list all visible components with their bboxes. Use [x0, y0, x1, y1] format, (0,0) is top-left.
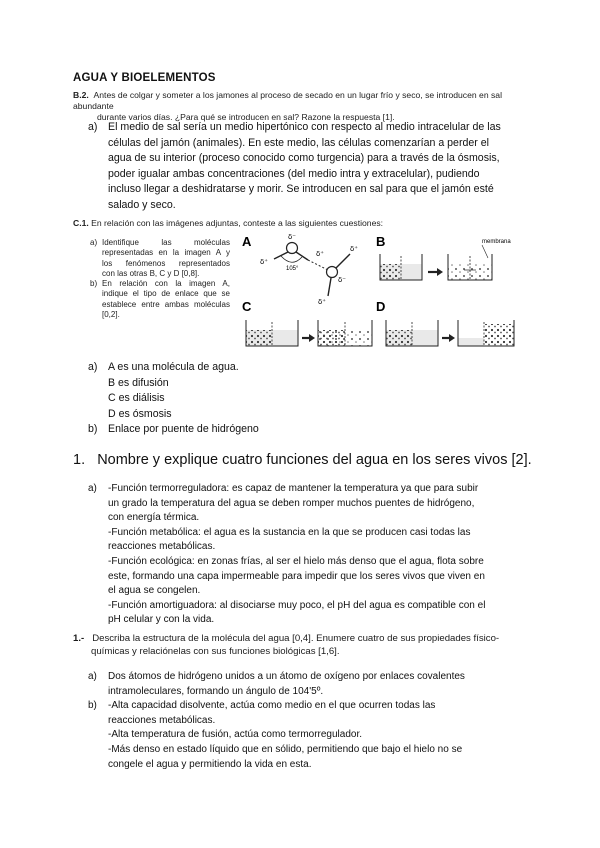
membrane-label: membrana	[482, 239, 511, 245]
charge-label: δ⁺	[260, 258, 268, 266]
answer-line: intramoleculares, formando un ángulo de 104'5º.	[108, 685, 324, 697]
answer-line: El medio de sal sería un medio hipertónico con respecto al medio intracelular de las	[108, 121, 501, 133]
arrow-icon	[449, 334, 455, 342]
answer-label: a)	[88, 121, 98, 133]
question-1	[73, 450, 543, 470]
beaker-c-before	[246, 320, 298, 346]
answer-line: pH celular y con la vida.	[108, 614, 215, 626]
membrane-pointer	[482, 245, 488, 258]
answer-line: -Función amortiguadora: al disociarse muy poco, el pH del agua es compatible con el	[108, 599, 486, 611]
question-text-line: Describa la estructura de la molécula del agua [0,4]. Enumere cuatro de sus propiedades físico-	[92, 633, 500, 644]
panel-d-label: D	[376, 299, 386, 314]
charge-label: δ⁻	[288, 233, 296, 241]
answer-line: reacciones metabólicas.	[108, 541, 216, 553]
charge-label: δ⁺	[318, 298, 326, 306]
question-number: 1.	[73, 452, 86, 468]
question-title: Nombre y explique cuatro funciones del agua en los seres vivos [2].	[97, 452, 532, 468]
question-2	[73, 632, 543, 659]
answer-line: el agua se congelen.	[108, 585, 201, 597]
answer-line: poder igualar ambas concentraciones (del medio intra y extracelular), pudiendo	[108, 167, 480, 180]
answer-line: Dos átomos de hidrógeno unidos a un átomo de oxígeno por enlaces covalentes	[108, 671, 465, 682]
page-heading: AGUA Y BIOELEMENTOS	[73, 72, 216, 84]
item-line: los fenómenos representados	[102, 258, 230, 268]
answer-line: un grado la temperatura del agua se deben romper muchos puentes de hidrógeno,	[108, 497, 475, 509]
answer-line: -Alta temperatura de fusión, actúa como termorregulador.	[108, 729, 363, 741]
question-text-line: Antes de colgar y someter a los jamones al proceso de secado en un lugar frío y seco, se introducen en sal abundante	[73, 90, 502, 111]
beaker-b-after	[448, 254, 492, 280]
question-number: C.1.	[73, 218, 89, 228]
answer-b2	[88, 120, 528, 213]
arrow-icon	[437, 268, 443, 276]
answer-label: b)	[88, 423, 98, 435]
item-line: establece entre ambas moléculas	[102, 299, 230, 309]
item-line: representadas en la imagen A y	[102, 248, 230, 258]
answer-line: células del jamón (animales). En este medio, las células comenzarían a perder el	[108, 136, 489, 149]
question-intro: En relación con las imágenes adjuntas, conteste a las siguientes cuestiones:	[91, 218, 384, 228]
item-label: a)	[90, 238, 98, 247]
question-text-line: químicas y relaciónelas con sus funciones biológicas [1,6].	[91, 646, 340, 658]
question-number: 1.-	[73, 633, 85, 644]
item-line: indique el tipo de enlace que se	[102, 289, 230, 299]
beaker-d-after	[458, 320, 514, 346]
beaker-c-after	[318, 320, 372, 346]
answer-label: b)	[88, 700, 97, 712]
item-line: [0,2].	[102, 310, 120, 320]
water-figure	[238, 232, 528, 357]
answer-c1	[88, 360, 488, 438]
charge-label: δ⁺	[316, 250, 324, 258]
panel-c-label: C	[242, 299, 252, 314]
question-c1	[73, 218, 383, 229]
charge-label: δ⁻	[338, 276, 346, 284]
beaker-d-before	[386, 320, 438, 346]
answer-label: a)	[88, 671, 97, 682]
answer-q1	[88, 482, 533, 628]
answer-line: incluso llegar a deshidratarse y morir. Se introducen en sal para que el jamón esté	[108, 183, 494, 195]
answer-line: congele el agua y permitiendo la vida en esta.	[108, 758, 312, 770]
question-text-line: durante varios días. ¿Para qué se introducen en sal? Razone la respuesta [1].	[97, 112, 395, 122]
water-molecule-right	[327, 254, 351, 296]
answer-label: a)	[88, 483, 97, 494]
answer-line: A es una molécula de agua.	[108, 361, 239, 373]
answer-label: a)	[88, 361, 98, 373]
question-b2	[73, 90, 543, 123]
answer-line: -Más denso en estado líquido que en sólido, permitiendo que bajo el hielo no se	[108, 743, 463, 755]
beaker-b-before	[380, 254, 422, 280]
panel-b-label: B	[376, 234, 386, 249]
panel-a-label: A	[242, 234, 252, 249]
item-line: con las otras B, C y D [0,8].	[102, 268, 200, 278]
answer-line: con energía térmica.	[108, 512, 200, 524]
answer-line: este, formando una capa impermeable para impedir que los seres vivos que viven en	[108, 570, 485, 582]
question-c1-items	[90, 238, 230, 320]
arrow-icon	[309, 334, 315, 342]
answer-line: reacciones metabólicas.	[108, 714, 216, 726]
question-number: B.2.	[73, 90, 89, 100]
item-label: b)	[90, 279, 98, 289]
answer-line: -Función ecológica: en zonas frías, al ser el hielo más denso que el agua, flota sobre	[108, 555, 484, 567]
answer-line: -Función metabólica: el agua es la sustancia en la que se producen casi todas las	[108, 526, 471, 538]
answer-line: -Alta capacidad disolvente, actúa como medio en el que ocurren todas las	[108, 700, 436, 712]
answer-line: Enlace por puente de hidrógeno	[108, 423, 259, 435]
answer-line: agua de su interior (proceso conocido como turgencia) para a través de la ósmosis,	[108, 152, 500, 164]
answer-line: -Función termorreguladora: es capaz de mantener la temperatura ya que para subir	[108, 483, 479, 494]
charge-label: δ⁺	[350, 245, 358, 253]
item-line: En relación con la imagen A,	[102, 279, 230, 289]
answer-line: C es diálisis	[108, 392, 165, 404]
answer-q2	[88, 670, 528, 772]
answer-line: B es difusión	[108, 376, 169, 389]
answer-line: D es ósmosis	[108, 407, 172, 420]
water-molecule-left	[274, 243, 308, 263]
item-line: Identifique las moléculas	[102, 238, 230, 247]
angle-label: 105°	[286, 266, 299, 272]
answer-line: salado y seco.	[108, 198, 176, 211]
